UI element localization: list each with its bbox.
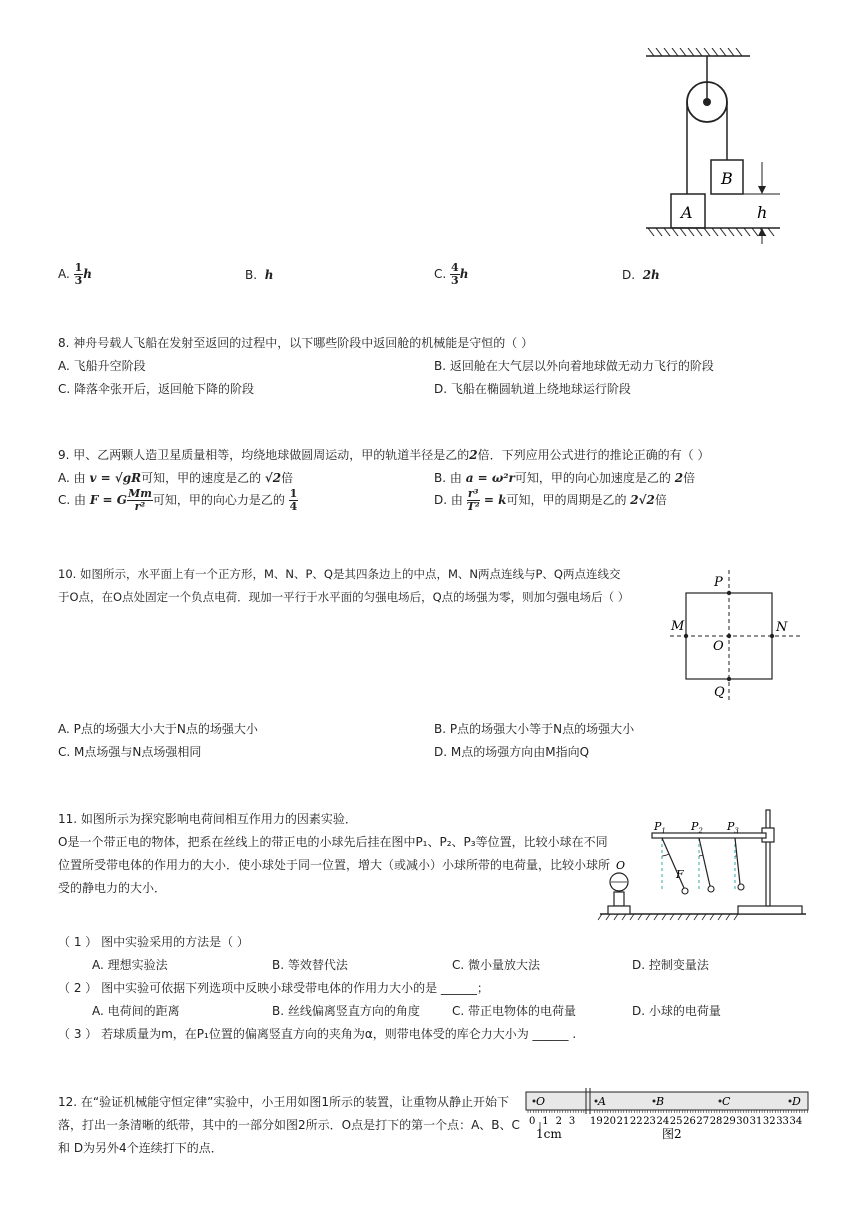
fraction: $\frac{\text{r³}}{\text{T²}}$ xyxy=(466,487,480,513)
q9-option-a[interactable]: A. 由 v = √gR可知，甲的速度是乙的 √2倍 xyxy=(58,471,294,485)
q8-stem: 8. 神舟号载人飞船在发射至返回的过程中，以下哪些阶段中返回舱的机械能是守恒的（ ） xyxy=(58,336,534,350)
ruler-tick-label: 32 xyxy=(762,1116,776,1127)
q10-option-a[interactable]: A. P点的场强大小大于N点的场强大小 xyxy=(58,722,258,736)
ruler-tick-label: 21 xyxy=(616,1116,630,1127)
q12-stem-line1: 12. 在“验证机械能守恒定律”实验中，小王用如图1所示的装置，让重物从静止开始下 xyxy=(58,1095,509,1109)
q10-stem-line2: 于O点，在O点处固定一个负点电荷．现加一平行于水平面的匀强电场后，Q点的场强为零，则加匀强电场后（ ） xyxy=(58,590,630,604)
square-figure xyxy=(668,568,808,708)
paper-tape-figure xyxy=(522,1088,812,1144)
unit-label: 1cm xyxy=(536,1127,562,1141)
coulomb-experiment-figure xyxy=(596,806,808,926)
q9-option-d[interactable]: D. 由 $\frac{\text{r³}}{\text{T²}}$ = k可知，甲的周期是乙的 2√2倍 xyxy=(434,487,667,513)
q11-sub2-option-d[interactable]: D. 小球的电荷量 xyxy=(632,1004,721,1018)
point-p-label: P xyxy=(714,575,723,590)
point-m-label: M xyxy=(671,619,685,634)
q10-option-d[interactable]: D. M点的场强方向由M指向Q xyxy=(434,745,590,759)
q9-stem: 9. 甲、乙两颗人造卫星质量相等，均绕地球做圆周运动，甲的轨道半径是乙的2倍．下列应用公式进行的推论正确的有（ ） xyxy=(58,448,710,462)
ruler-tick-label: 33 xyxy=(776,1116,789,1127)
height-label: h xyxy=(757,203,768,222)
q11-sub2-option-c[interactable]: C. 带正电物体的电荷量 xyxy=(452,1004,577,1018)
q8-option-b[interactable]: B. 返回舱在大气层以外向着地球做无动力飞行的阶段 xyxy=(434,359,714,373)
ruler-tick-label: 25 xyxy=(669,1116,683,1127)
tape-point-label: O xyxy=(536,1095,546,1108)
q8-option-d[interactable]: D. 飞船在椭圆轨道上绕地球运行阶段 xyxy=(434,382,631,396)
ruler-tick-label: 28 xyxy=(709,1116,723,1127)
q7-option-c[interactable]: C. $\frac{4}{3}$ h xyxy=(434,261,469,287)
block-a-label: A xyxy=(681,203,693,222)
q8-option-a[interactable]: A. 飞船升空阶段 xyxy=(58,359,146,373)
q9-option-c[interactable]: C. 由 F = G $\frac{Mm}{\text{r²}}$ 可知，甲的向心力是乙的 $\frac{1}{4}$ xyxy=(58,487,298,513)
ruler-tick-label: 24 xyxy=(656,1116,670,1127)
q11-stem-line2: O是一个带正电的物体，把系在丝线上的带正电的小球先后挂在图中P₁、P₂、P₃等位置，比较小球在不同 xyxy=(58,835,608,849)
ruler-tick-label: 3 xyxy=(568,1116,576,1127)
ruler-tick-label: 34 xyxy=(789,1116,803,1127)
q11-sub2-option-a[interactable]: A. 电荷间的距离 xyxy=(92,1004,180,1018)
q11-sub1-option-b[interactable]: B. 等效替代法 xyxy=(272,958,348,972)
q11-sub1: （ 1 ） 图中实验采用的方法是（ ） xyxy=(58,935,249,949)
fraction: $\frac{1}{3}$ xyxy=(74,261,83,287)
ruler-tick-label: 23 xyxy=(643,1116,656,1127)
point-n-label: N xyxy=(776,620,788,635)
ruler-tick-label: 0 xyxy=(529,1116,536,1127)
q7-option-a[interactable]: A. $\frac{1}{3}$ h xyxy=(58,261,93,287)
q11-stem-line1: 11. 如图所示为探究影响电荷间相互作用力的因素实验． xyxy=(58,812,357,826)
position-p3-label: $P_3$ xyxy=(727,820,739,835)
q10-stem-line1: 10. 如图所示，水平面上有一个正方形，M、N、P、Q是其四条边上的中点，M、N两点连线与P、Q两点连线交 xyxy=(58,567,621,581)
position-p2-label: $P_2$ xyxy=(691,820,703,835)
q9-option-b[interactable]: B. 由 a = ω²r可知，甲的向心加速度是乙的 2倍 xyxy=(434,471,696,485)
ruler-tick-label: 26 xyxy=(683,1116,696,1127)
figure-caption: 图2 xyxy=(662,1127,682,1141)
position-p1-label: $P_1$ xyxy=(654,820,666,835)
force-f-label: F xyxy=(676,868,684,881)
fraction: $\frac{1}{4}$ xyxy=(289,487,298,513)
charged-body-o-label: O xyxy=(616,859,626,872)
point-o-label: O xyxy=(713,639,724,654)
q11-sub1-option-c[interactable]: C. 微小量放大法 xyxy=(452,958,541,972)
ruler-tick-label: 20 xyxy=(603,1116,617,1127)
block-b-label: B xyxy=(721,169,733,188)
fraction: $\frac{4}{3}$ xyxy=(451,261,459,287)
ruler-tick-label: 27 xyxy=(696,1116,710,1127)
q7-option-b[interactable]: B. h xyxy=(245,268,274,282)
ruler-tick-label: 1 xyxy=(542,1116,549,1127)
q11-sub1-option-d[interactable]: D. 控制变量法 xyxy=(632,958,709,972)
q8-option-c[interactable]: C. 降落伞张开后，返回舱下降的阶段 xyxy=(58,382,255,396)
q11-sub3: （ 3 ） 若球质量为m，在P₁位置的偏离竖直方向的夹角为α，则带电体受的库仑力大小为 ______ . xyxy=(58,1027,577,1041)
tape-point-label: B xyxy=(656,1095,665,1108)
fraction: $\frac{Mm}{\text{r²}}$ xyxy=(128,487,152,513)
ruler-tick-label: 2 xyxy=(555,1116,562,1127)
pulley-figure xyxy=(640,48,790,248)
ruler-tick-label: 29 xyxy=(723,1116,736,1127)
q11-sub1-option-a[interactable]: A. 理想实验法 xyxy=(92,958,168,972)
q11-sub2-option-b[interactable]: B. 丝线偏离竖直方向的角度 xyxy=(272,1004,420,1018)
ruler-tick-label: 30 xyxy=(736,1116,750,1127)
tape-point-label: D xyxy=(792,1095,801,1108)
q10-option-c[interactable]: C. M点场强与N点场强相同 xyxy=(58,745,202,759)
q11-stem-line3: 位置所受带电体的作用力的大小．使小球处于同一位置，增大（或减小）小球所带的电荷量，比较小球所 xyxy=(58,858,611,872)
q11-stem-line4: 受的静电力的大小． xyxy=(58,881,167,895)
tape-point-label: C xyxy=(722,1095,731,1108)
q11-sub2: （ 2 ） 图中实验可依据下列选项中反映小球受带电体的作用力大小的是 ______； xyxy=(58,981,489,995)
q10-option-b[interactable]: B. P点的场强大小等于N点的场强大小 xyxy=(434,722,635,736)
ruler-tick-label: 22 xyxy=(629,1116,643,1127)
point-q-label: Q xyxy=(714,685,725,700)
q12-stem-line3: 和 D为另外4个连续打下的点． xyxy=(58,1141,223,1155)
tape-point-label: A xyxy=(598,1095,606,1108)
q7-option-d[interactable]: D. 2h xyxy=(622,268,660,282)
ruler-tick-label: 19 xyxy=(590,1116,603,1127)
ruler-tick-label: 31 xyxy=(749,1116,763,1127)
q12-stem-line2: 落，打出一条清晰的纸带，其中的一部分如图2所示．O点是打下的第一个点：A、B、C xyxy=(58,1118,520,1132)
